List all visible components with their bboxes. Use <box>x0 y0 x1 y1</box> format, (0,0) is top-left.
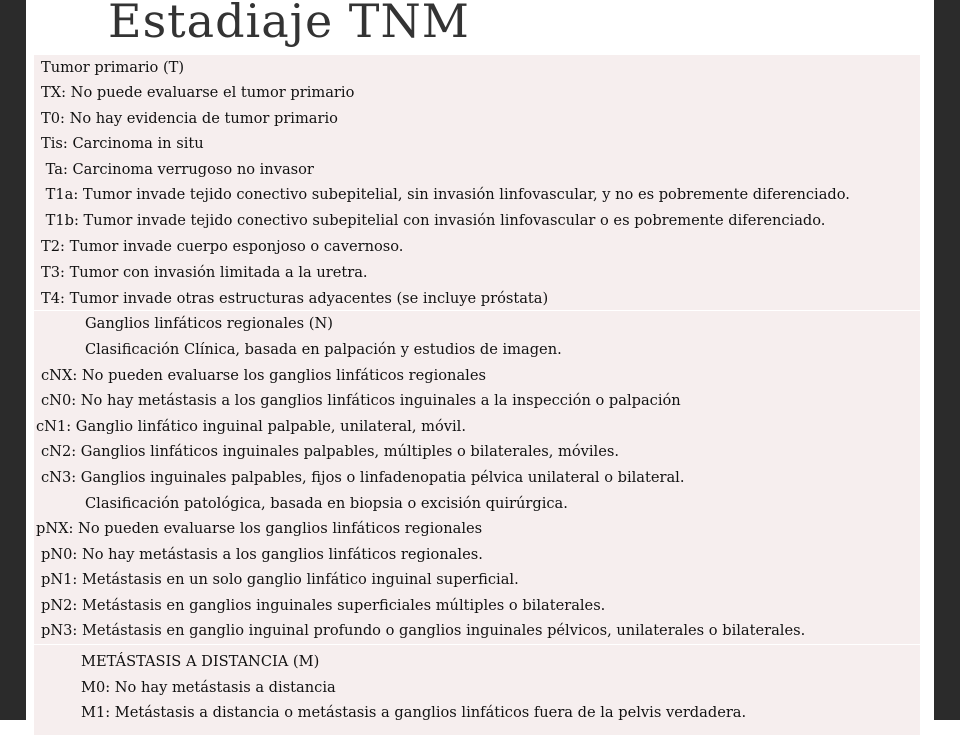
table-row: pN0: No hay metástasis a los ganglios linfáticos regionales. <box>41 546 483 563</box>
tnm-table <box>34 55 920 735</box>
table-row: T1a: Tumor invade tejido conectivo subepitelial, sin invasión linfovascular, y no es pobremente diferenciado. <box>41 186 850 203</box>
table-row: pN2: Metástasis en ganglios inguinales superficiales múltiples o bilaterales. <box>41 597 606 614</box>
table-row: METÁSTASIS A DISTANCIA (M) <box>81 653 320 670</box>
table-row: cN1: Ganglio linfático inguinal palpable, unilateral, móvil. <box>36 418 466 435</box>
table-row: cN0: No hay metástasis a los ganglios linfáticos inguinales a la inspección o palpación <box>41 392 681 409</box>
table-row: Clasificación patológica, basada en biopsia o excisión quirúrgica. <box>85 495 568 512</box>
table-row: Clasificación Clínica, basada en palpación y estudios de imagen. <box>85 341 562 358</box>
section-ganglios <box>34 310 920 644</box>
slide-title: Estadiaje TNM <box>108 0 470 48</box>
table-row: TX: No puede evaluarse el tumor primario <box>41 84 355 101</box>
table-row: T3: Tumor con invasión limitada a la uretra. <box>41 264 368 281</box>
table-row: T2: Tumor invade cuerpo esponjoso o cavernoso. <box>41 238 404 255</box>
table-row: cN3: Ganglios inguinales palpables, fijos o linfadenopatia pélvica unilateral o bilateral. <box>41 469 685 486</box>
section-tumor-primario <box>34 55 920 310</box>
table-row: pNX: No pueden evaluarse los ganglios linfáticos regionales <box>36 520 483 537</box>
section-metastasis <box>34 644 920 736</box>
table-row: cNX: No pueden evaluarse los ganglios linfáticos regionales <box>41 367 486 384</box>
table-row: Ta: Carcinoma verrugoso no invasor <box>41 161 314 178</box>
table-row: pN1: Metástasis en un solo ganglio linfático inguinal superficial. <box>41 571 519 588</box>
table-row: Tis: Carcinoma in situ <box>41 135 204 152</box>
table-row: Ganglios linfáticos regionales (N) <box>85 315 333 332</box>
table-row: Tumor primario (T) <box>41 59 185 76</box>
table-row: M0: No hay metástasis a distancia <box>81 679 336 696</box>
table-row: cN2: Ganglios linfáticos inguinales palpables, múltiples o bilaterales, móviles. <box>41 443 619 460</box>
table-row: T0: No hay evidencia de tumor primario <box>41 110 338 127</box>
table-row: pN3: Metástasis en ganglio inguinal profundo o ganglios inguinales pélvicos, unilaterales o bilaterales. <box>41 622 806 639</box>
table-row: T1b: Tumor invade tejido conectivo subepitelial con invasión linfovascular o es pobremente diferenciado. <box>41 212 826 229</box>
table-row: T4: Tumor invade otras estructuras adyacentes (se incluye próstata) <box>41 290 549 307</box>
table-row: M1: Metástasis a distancia o metástasis a ganglios linfáticos fuera de la pelvis verdadera. <box>81 704 747 721</box>
